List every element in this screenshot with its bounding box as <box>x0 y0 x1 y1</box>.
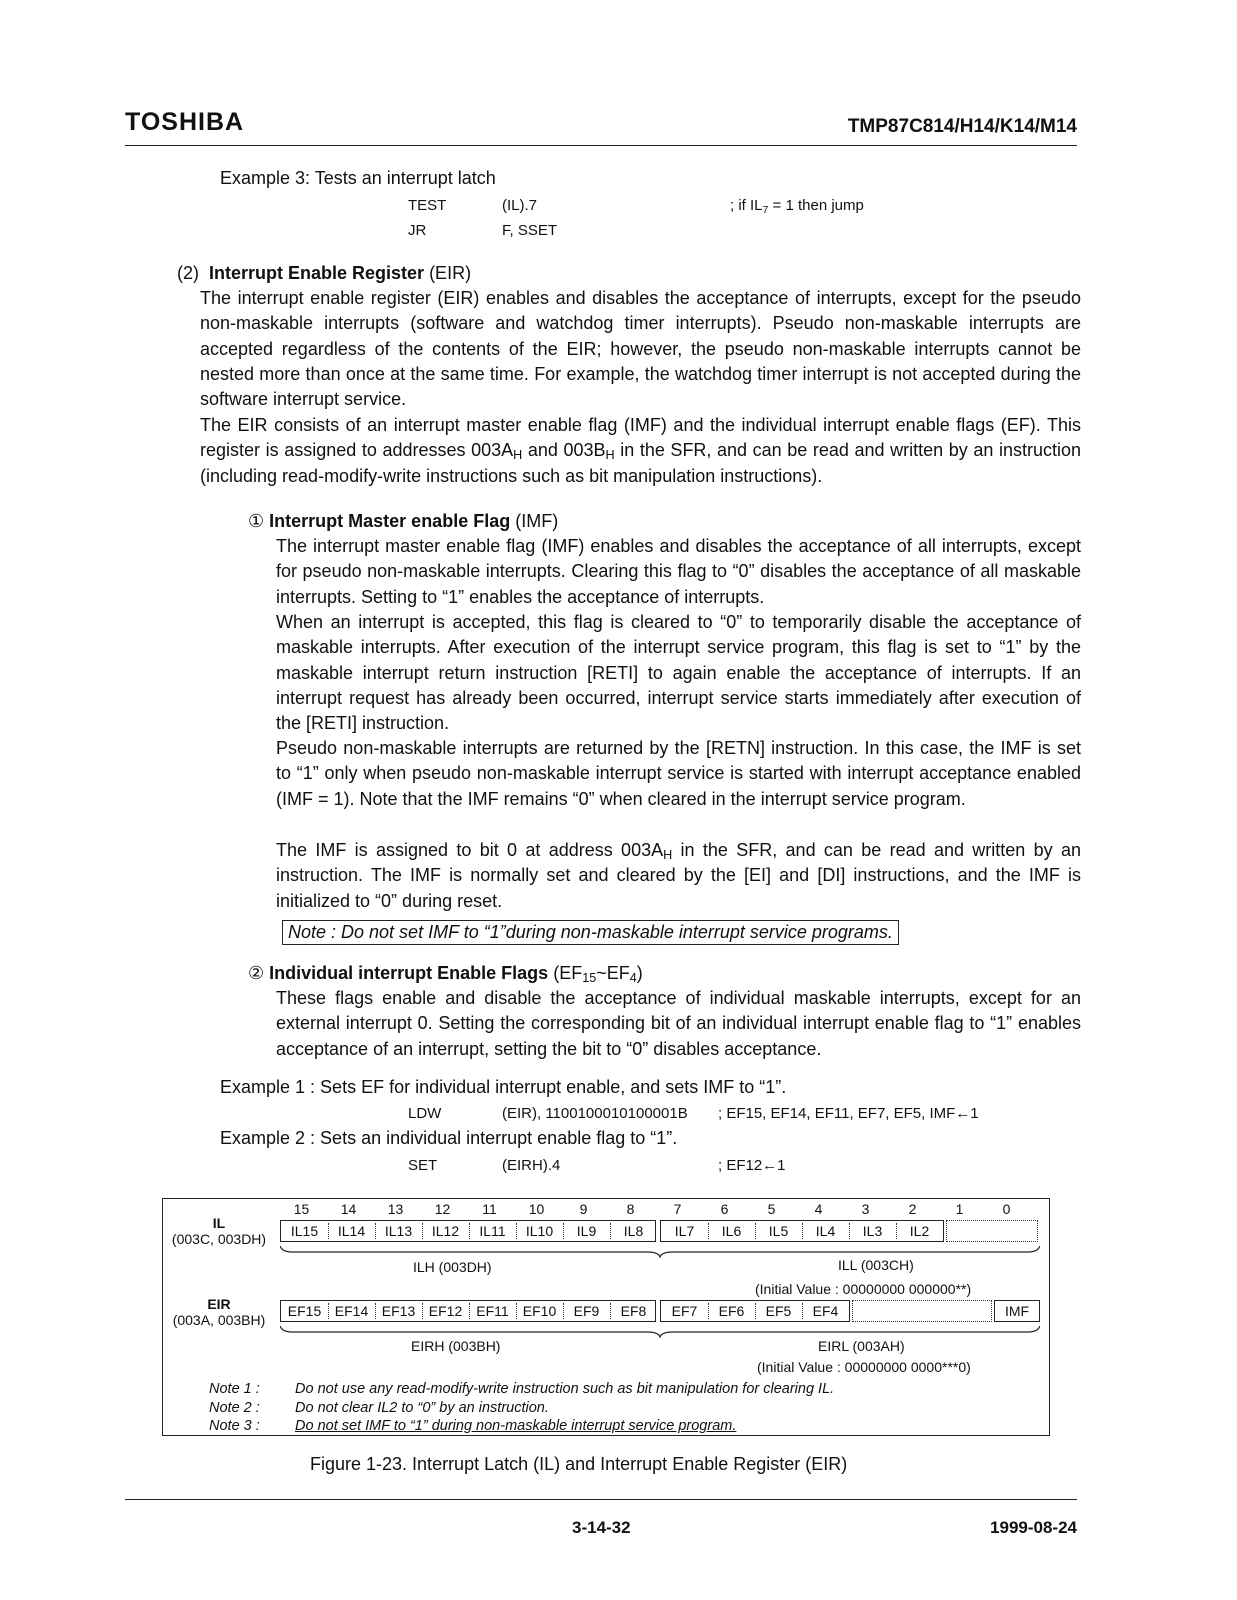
eir-bit-cell: EF7 <box>671 1303 698 1319</box>
bit-number: 4 <box>814 1201 823 1217</box>
example1-comment: ; EF15, EF14, EF11, EF7, EF5, IMF←1 <box>718 1105 979 1122</box>
imf-heading: ① Interrupt Master enable Flag (IMF) <box>248 511 559 531</box>
section-paragraph-1: The interrupt enable register (EIR) enables and disables the acceptance of interrupts, except for the pseudo non-maskable interrupts (software and watchdog timer interrupts). Pseudo non-maskable interrupts are accepted regardless of the contents of the EIR; however, the pseudo non-maskable interrupts cannot be nested more than once at the same time. For example, the watchdog timer interrupt is not accepted during the software interrupt service. <box>200 288 1081 410</box>
eir-bit-cell: EF11 <box>476 1303 509 1319</box>
brand-logo: TOSHIBA <box>125 108 245 136</box>
eir-low-label: EIRL (003AH) <box>818 1338 905 1354</box>
figure-caption: Figure 1-23. Interrupt Latch (IL) and Interrupt Enable Register (EIR) <box>310 1454 848 1474</box>
il-high-byte-box <box>280 1220 656 1242</box>
il-low-byte-box <box>660 1220 944 1242</box>
bit-number: 14 <box>340 1201 357 1217</box>
bit-number: 3 <box>861 1201 870 1217</box>
imf-paragraph-3: Pseudo non-maskable interrupts are returned by the [RETN] instruction. In this case, the IMF is set to “1” only when pseudo non-maskable interrupt service is started with interrupt acceptance enabled (IMF = 1). Note that the IMF remains “0” when cleared in the interrupt service program. <box>276 738 1081 809</box>
eir-bit-cell: EF6 <box>718 1303 745 1319</box>
bit-number: 11 <box>482 1201 497 1217</box>
bit-number: 2 <box>908 1201 917 1217</box>
eir-bit-cell: EF5 <box>765 1303 792 1319</box>
bit-number: 6 <box>720 1201 729 1217</box>
bit-number: 12 <box>434 1201 451 1217</box>
il-bit-cell: IL15 <box>290 1223 319 1239</box>
example2-title: Example 2 : Sets an individual interrupt enable flag to “1”. <box>220 1128 678 1148</box>
bit-number: 13 <box>387 1201 404 1217</box>
bit-number: 1 <box>955 1201 964 1217</box>
il-bit-cell: IL12 <box>431 1223 460 1239</box>
eir-bit-cell: EF8 <box>620 1303 647 1319</box>
eir-bit-cell: EF4 <box>812 1303 839 1319</box>
example1-arg: (EIR), 1100100010100001B <box>502 1105 688 1122</box>
eir-initial-value: (Initial Value : 00000000 0000***0) <box>757 1359 971 1375</box>
example1-op: LDW <box>408 1105 442 1122</box>
imf-paragraph-4: The IMF is assigned to bit 0 at address $003A_H$ in the SFR, and can be read and written by an instruction. The IMF is normally set and cleared by the [EI] and [DI] instructions, and the IMF is initialized to “0” during reset. <box>276 840 1082 911</box>
figure-note-label: Note 1 : <box>209 1381 260 1397</box>
page-number: 3-14-32 <box>572 1518 631 1537</box>
header-rule <box>125 145 1077 146</box>
il-bit-cell: IL6 <box>721 1223 742 1239</box>
example3-op-1: TEST <box>408 197 447 214</box>
il-bit-cell: IL3 <box>862 1223 883 1239</box>
ef-heading: ② Individual interrupt Enable Flags $(EF_{15}\sim EF_4)$ <box>248 963 643 985</box>
register-figure <box>162 1198 1050 1436</box>
imf-note: Note : Do not set IMF to “1”during non-maskable interrupt service programs. <box>282 920 899 945</box>
imf-paragraph-2: When an interrupt is accepted, this flag is cleared to “0” to temporarily disable the acceptance of maskable interrupts. After execution of the interrupt service program, this flag is set to “1” by the maskable interrupt return instruction [RETI] to again enable the acceptance of interrupts. If an interrupt request has already been occurred, interrupt service starts immediately after execution of the [RETI] instruction. <box>276 612 1081 734</box>
bit-number: 8 <box>626 1201 635 1217</box>
imf-bit-box <box>994 1300 1040 1322</box>
eir-low-byte-box <box>660 1300 850 1322</box>
figure-note-text: Do not set IMF to “1” during non-maskable interrupt service program. <box>295 1418 737 1434</box>
il-bit-cell: IL8 <box>623 1223 644 1239</box>
figure-note-label: Note 2 : <box>209 1400 260 1416</box>
eir-bit-cell: EF9 <box>573 1303 600 1319</box>
figure-note-text: Do not clear IL2 to “0” by an instruction. <box>295 1400 549 1416</box>
section-heading: (2) Interrupt Enable Register (EIR) <box>177 263 472 283</box>
example3-title: Example 3: Tests an interrupt latch <box>220 168 496 188</box>
il-bit-cell: IL14 <box>337 1223 366 1239</box>
example3-arg-1: (IL).7 <box>502 197 538 214</box>
imf-bit-cell: IMF <box>1004 1303 1030 1319</box>
eir-brace <box>280 1324 1040 1338</box>
il-brace <box>280 1244 1040 1258</box>
eir-unused-bits <box>852 1300 992 1322</box>
footer-rule <box>125 1499 1077 1500</box>
section-paragraph-2: The EIR consists of an interrupt master enable flag (IMF) and the individual interrupt enable flags (EF). This register is assigned to addresses $003A_H$ and $003B_H$ in the SFR, and can be read and written by an instruction (including read-modify-write instructions such as bit manipulation instructions). <box>200 415 1081 486</box>
il-bit-cell: IL2 <box>909 1223 930 1239</box>
il-initial-value: (Initial Value : 00000000 000000**) <box>755 1281 972 1297</box>
part-number: TMP87C814/H14/K14/M14 <box>847 116 1077 137</box>
imf-paragraph-1: The interrupt master enable flag (IMF) enables and disables the acceptance of all interrupts, except for pseudo non-maskable interrupts. Clearing this flag to “0” disables the acceptance of all maskable interrupts. Setting to “1” enables the acceptance of interrupts. <box>276 536 1081 607</box>
eir-bit-cell: EF13 <box>381 1303 416 1319</box>
bit-number: 7 <box>673 1201 682 1217</box>
eir-bit-cell: EF14 <box>334 1303 369 1319</box>
il-low-label: ILL (003CH) <box>838 1257 914 1273</box>
eir-bit-cell: EF12 <box>428 1303 463 1319</box>
example1-title: Example 1 : Sets EF for individual interrupt enable, and sets IMF to “1”. <box>220 1077 787 1097</box>
ef-paragraph: These flags enable and disable the acceptance of individual maskable interrupts, except for an external interrupt 0. Setting the corresponding bit of an individual interrupt enable flag to “1” enables acceptance of an interrupt, setting the bit to “0” disables acceptance. <box>276 988 1081 1059</box>
il-bit-cell: IL4 <box>815 1223 836 1239</box>
document-date: 1999-08-24 <box>990 1518 1077 1537</box>
il-bit-cell: IL13 <box>384 1223 413 1239</box>
il-bit-cell: IL9 <box>576 1223 597 1239</box>
example2-arg: (EIRH).4 <box>502 1157 561 1174</box>
il-bit-cell: IL10 <box>525 1223 554 1239</box>
eir-register-label: EIR (003A, 003BH) <box>172 1296 266 1328</box>
example2-comment: ; EF12←1 <box>718 1157 786 1174</box>
figure-note-label: Note 3 : <box>209 1418 260 1434</box>
example3-arg-2: F, SSET <box>502 222 558 239</box>
example3-comment-1: ; if $IL_7 = 1$ then jump <box>730 197 864 216</box>
eir-bit-cell: EF15 <box>287 1303 322 1319</box>
bit-number: 9 <box>579 1201 588 1217</box>
bit-number: 15 <box>293 1201 310 1217</box>
bit-number: 5 <box>767 1201 776 1217</box>
example3-op-2: JR <box>408 222 427 239</box>
il-bit-cell: IL5 <box>768 1223 789 1239</box>
il-bit-cell: IL11 <box>479 1223 506 1239</box>
example2-op: SET <box>408 1157 438 1174</box>
figure-note-text: Do not use any read-modify-write instruction such as bit manipulation for clearing IL. <box>295 1381 835 1397</box>
il-register-label: IL (003C, 003DH) <box>171 1215 267 1247</box>
eir-high-byte-box <box>280 1300 656 1322</box>
il-unused-bits <box>946 1220 1038 1242</box>
eir-bit-cell: EF10 <box>522 1303 557 1319</box>
il-bit-cell: IL7 <box>674 1223 695 1239</box>
bit-number-row <box>278 1201 1038 1219</box>
eir-high-label: EIRH (003BH) <box>411 1338 501 1354</box>
il-high-label: ILH (003DH) <box>413 1259 492 1275</box>
bit-number: 0 <box>1002 1201 1011 1217</box>
bit-number: 10 <box>528 1201 545 1217</box>
